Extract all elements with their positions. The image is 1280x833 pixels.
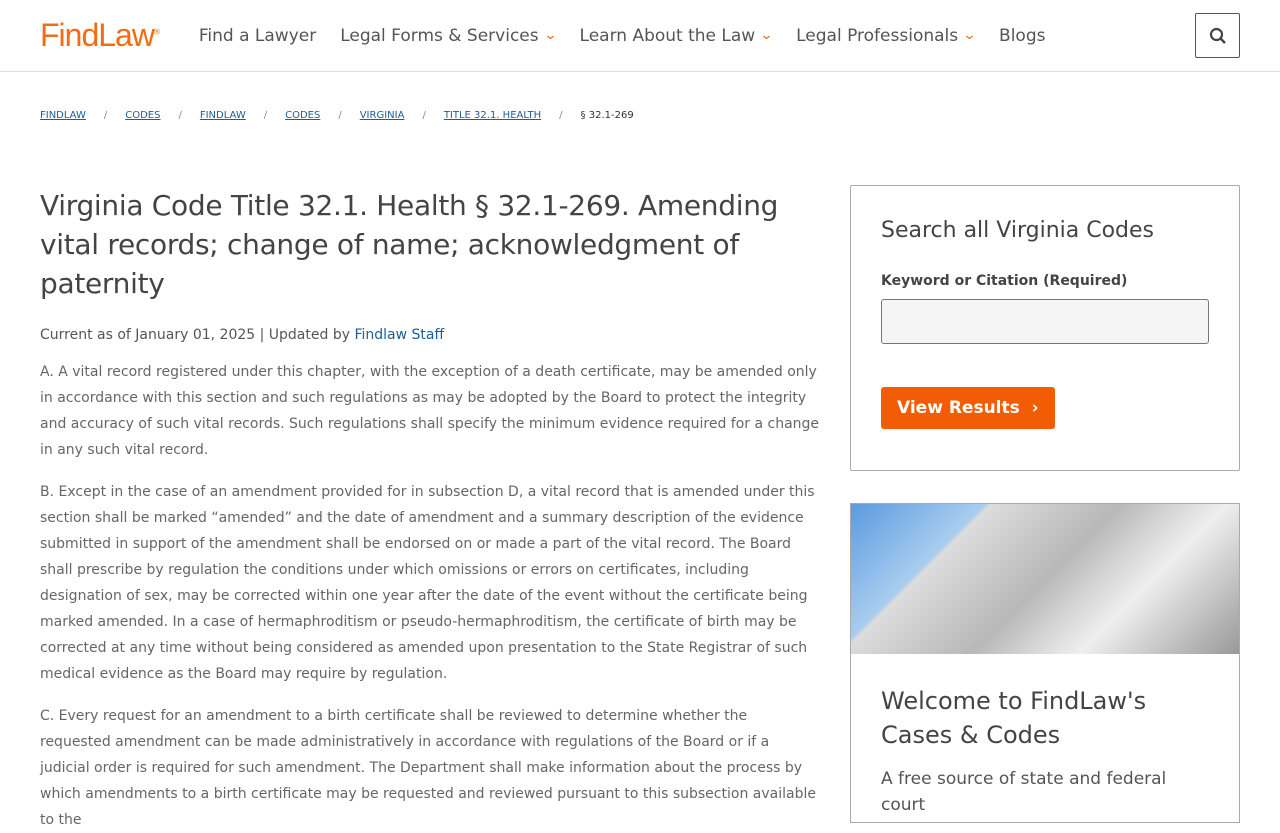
welcome-title: Welcome to FindLaw's Cases & Codes <box>881 687 1147 749</box>
search-icon <box>1209 27 1227 45</box>
nav-label: Blogs <box>999 25 1046 46</box>
courthouse-image <box>851 504 1239 654</box>
nav-find-lawyer[interactable] <box>199 26 316 46</box>
breadcrumb-link[interactable]: VIRGINIA <box>359 110 405 121</box>
nav-legal-professionals[interactable] <box>796 26 975 46</box>
chevron-down-icon: ⌄ <box>542 28 558 43</box>
breadcrumb-separator: / <box>559 110 563 121</box>
breadcrumb-link[interactable]: CODES <box>285 110 321 121</box>
breadcrumb-separator: / <box>263 110 268 121</box>
article-meta <box>40 327 820 343</box>
page-title: Virginia Code Title 32.1. Health § 32.1-269. Amending vital records; change of name; acknowledgment of paternity <box>40 189 779 300</box>
paragraph-a: A. A vital record registered under this chapter, with the exception of a death certificate, may be amended only in accordance with this section and such regulations as may be adopted by the Board to protect the integrity and accuracy of such vital records. Such regulations shall specify the minimum evidence required for a change in any such vital record. <box>40 364 820 458</box>
breadcrumb-link[interactable]: FINDLAW <box>199 110 246 121</box>
breadcrumb-link[interactable]: CODES <box>125 110 161 121</box>
meta-text: Current as of January 01, 2025 | Updated by <box>40 327 355 343</box>
chevron-down-icon: ⌄ <box>962 28 977 43</box>
site-header <box>0 0 1280 72</box>
chevron-down-icon: ⌄ <box>759 28 774 43</box>
breadcrumb-link[interactable]: TITLE 32.1. HEALTH <box>443 110 542 121</box>
nav-learn-law[interactable] <box>580 26 773 46</box>
nav-blogs[interactable] <box>999 26 1045 46</box>
breadcrumb-link[interactable]: FINDLAW <box>40 110 86 121</box>
nav-label: Learn About the Law <box>579 25 756 46</box>
code-search-box <box>850 185 1240 471</box>
keyword-input[interactable] <box>881 299 1209 344</box>
logo-text: FindLaw <box>40 17 154 53</box>
search-button[interactable] <box>1195 13 1240 58</box>
button-label: View Results <box>897 398 1020 418</box>
nav-label: Legal Forms & Services <box>340 25 539 46</box>
welcome-card <box>850 503 1240 823</box>
nav-label: Legal Professionals <box>796 25 959 46</box>
breadcrumb-separator: / <box>178 110 182 121</box>
breadcrumb-separator: / <box>103 110 108 121</box>
view-results-button[interactable] <box>881 387 1055 429</box>
breadcrumb-current: § 32.1-269 <box>580 110 634 121</box>
findlaw-logo[interactable]: FindLaw® <box>40 17 159 53</box>
author-link[interactable]: Findlaw Staff <box>354 327 445 343</box>
breadcrumb-separator: / <box>338 110 342 121</box>
nav-legal-forms[interactable] <box>340 25 558 46</box>
paragraph-b: B. Except in the case of an amendment provided for in subsection D, a vital record that is amended under this section shall be marked “amended” and the date of amendment and a summary description of the evidence submitted in support of the amendment shall be endorsed on or made a part of the vital record. The Board shall prescribe by regulation the conditions under which omissions or errors on certificates, including designation of sex, may be corrected within one year after the date of the event without the certificate being marked amended. In a case of hermaphroditism or pseudo-hermaphroditism, the certificate of birth may be corrected at any time without being considered as amended upon presentation to the State Registrar of such medical evidence as the Board may require by regulation. <box>40 484 815 682</box>
keyword-label: Keyword or Citation (Required) <box>881 273 1128 289</box>
chevron-right-icon: › <box>1025 398 1039 418</box>
welcome-text: A free source of state and federal court <box>881 769 1167 815</box>
paragraph-c: C. Every request for an amendment to a birth certificate shall be reviewed to determine whether the requested amendment can be made administratively in accordance with regulations of the Board or if a judicial order is required for such amendment. The Department shall make information about the process by which amendments to a birth certificate may be requested and reviewed pursuant to this subsection available to the <box>40 708 816 828</box>
main-nav <box>199 26 1046 46</box>
breadcrumb <box>40 110 634 121</box>
article <box>40 186 820 833</box>
nav-label: Find a Lawyer <box>198 25 317 46</box>
search-box-title: Search all Virginia Codes <box>881 218 1155 243</box>
breadcrumb-separator: / <box>422 110 426 121</box>
